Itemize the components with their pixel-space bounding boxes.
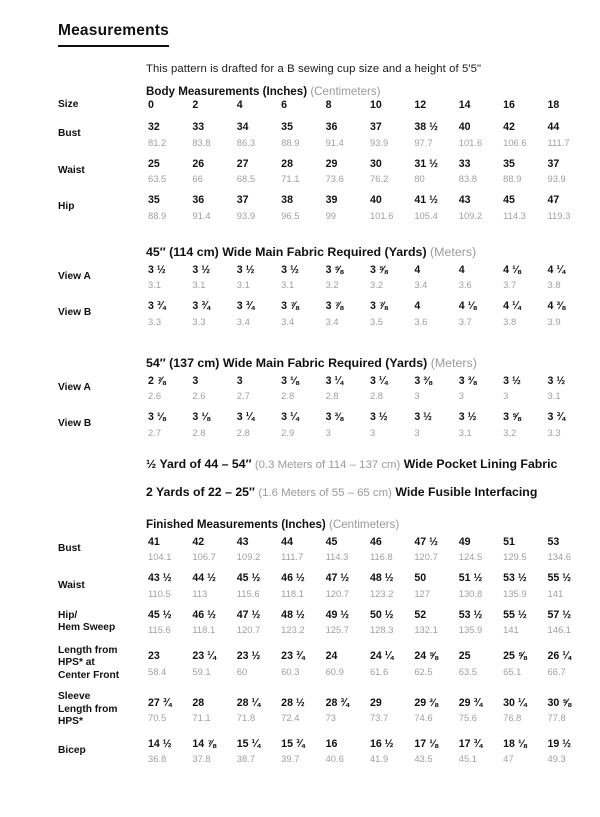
data-cell: 23 ½ 60 — [236, 650, 261, 677]
data-cell: 28 71.1 — [192, 696, 211, 723]
data-cell: 4 ¼ 3.8 — [503, 300, 521, 327]
section-heading-finished-imperial: Finished Measurements (Inches) — [146, 517, 326, 531]
data-cell: 50 ½ 128.3 — [369, 609, 394, 636]
size-cell: 2 — [192, 99, 199, 111]
fusible-interfacing-tail: Wide Fusible Interfacing — [395, 484, 538, 499]
data-cell: 3 ¼ 2.8 — [325, 374, 344, 402]
data-cell: 3 ¼ 2.8 — [236, 411, 255, 438]
row-label-view-b: View B — [58, 307, 92, 319]
data-cell: 3 ½ 3 — [503, 374, 521, 402]
row-label-view-b: View B — [58, 418, 92, 430]
table-row — [10, 370, 590, 407]
data-cell: 37 93.9 — [236, 194, 256, 221]
data-cell: 19 ½ 49.3 — [547, 738, 572, 765]
data-cell: 14 ⅞ 37.8 — [192, 738, 216, 765]
data-cell: 43 109.2 — [236, 535, 261, 563]
data-cell: 35 88.9 — [148, 194, 167, 221]
data-cell: 26 66 — [192, 157, 205, 185]
data-cell: 30 ⅝ 77.8 — [547, 696, 572, 723]
data-cell: 3 ¼ 2.8 — [369, 374, 388, 402]
data-cell: 17 ⅛ 43.5 — [414, 738, 438, 765]
pocket-lining-tail: Wide Pocket Lining Fabric — [403, 456, 558, 471]
data-cell: 29 73.6 — [325, 157, 344, 185]
data-cell: 33 83.8 — [192, 121, 211, 148]
data-cell: 26 ¼ 66.7 — [547, 650, 572, 677]
data-cell: 57 ½ 146.1 — [547, 609, 572, 636]
data-cell: 28 ½ 72.4 — [281, 696, 305, 723]
data-cell: 4 ¼ 3.8 — [547, 263, 566, 291]
data-cell: 50 127 — [414, 572, 430, 599]
data-cell: 33 83.8 — [458, 157, 477, 185]
data-cell: 44 111.7 — [547, 121, 570, 148]
table-row — [10, 687, 590, 733]
size-cell: 18 — [547, 99, 560, 111]
data-cell: 3 ¾ 3.4 — [236, 300, 255, 327]
data-cell: 53 134.6 — [547, 535, 571, 563]
data-cell: 36 91.4 — [325, 121, 344, 148]
data-cell: 28 71.1 — [281, 157, 300, 185]
data-cell: 23 58.4 — [148, 650, 167, 677]
spacer — [10, 499, 590, 508]
data-cell: 42 106.6 — [503, 121, 527, 148]
data-cell: 14 ½ 36.8 — [148, 738, 172, 765]
data-cell: 36 91.4 — [192, 194, 211, 221]
spacer — [10, 226, 590, 235]
table-row — [10, 604, 590, 641]
data-cell: 48 ½ 123.2 — [281, 609, 305, 636]
data-cell: 24 ⅝ 62.5 — [414, 650, 438, 677]
size-cell: 14 — [458, 99, 471, 111]
data-cell: 51 129.5 — [503, 535, 527, 563]
pocket-lining-metric: (0.3 Meters of 114 – 137 cm) — [254, 458, 401, 471]
data-cell: 38 ½ 97.7 — [414, 121, 438, 148]
data-cell: 45 114.3 — [325, 535, 349, 563]
data-cell: 23 ¼ 59.1 — [192, 650, 216, 677]
data-cell: 3 ⅛ 2.8 — [281, 374, 299, 402]
data-cell: 4 ⅜ 3.9 — [547, 300, 566, 327]
page-title: Measurements — [58, 22, 169, 47]
fabric45-table — [10, 259, 590, 332]
data-cell: 40 101.6 — [369, 194, 394, 221]
data-cell: 41 ½ 105.4 — [414, 194, 438, 221]
data-cell: 16 ½ 41.9 — [369, 738, 394, 765]
data-cell: 3 ½ 3 — [414, 411, 433, 438]
data-cell: 3 ½ 3.1 — [236, 263, 255, 291]
size-cell: 16 — [503, 99, 515, 111]
data-cell: 3 2.7 — [236, 374, 250, 402]
data-cell: 3 ½ 3 — [369, 411, 388, 438]
data-cell: 47 ½ 120.7 — [236, 609, 261, 636]
fusible-interfacing-lead: 2 Yards of 22 – 25″ — [146, 484, 255, 499]
data-cell: 3 ⅜ 3 — [325, 411, 344, 438]
intro-text: This pattern is drafted for a B sewing cup size and a height of 5'5" — [146, 63, 482, 75]
data-cell: 55 ½ 141 — [547, 572, 572, 599]
data-cell: 28 ¼ 71.8 — [236, 696, 261, 723]
table-row — [10, 641, 590, 687]
row-label-bust: Bust — [58, 128, 81, 140]
row-label-sleeve-length-from-hps: Sleeve Length from HPS* — [58, 690, 118, 728]
data-cell: 44 111.7 — [281, 535, 304, 563]
row-label-length-from-hps-center-front: Length from HPS* at Center Front — [58, 644, 120, 682]
data-cell: 4 3.4 — [414, 263, 428, 291]
row-label-bicep: Bicep — [58, 745, 86, 757]
data-cell: 27 68.5 — [236, 157, 256, 185]
table-row — [10, 295, 590, 332]
data-cell: 48 ½ 123.2 — [369, 572, 394, 599]
section-heading-fabric45-metric: (Meters) — [430, 244, 477, 259]
section-heading-finished-metric: (Centimeters) — [328, 517, 400, 531]
data-cell: 46 ½ 118.1 — [192, 609, 216, 636]
data-cell: 3 ⅛ 2.7 — [148, 411, 166, 438]
data-cell: 29 ¾ 75.6 — [458, 696, 483, 723]
row-label-view-a: View A — [58, 381, 91, 393]
data-cell: 4 ⅛ 3.7 — [458, 300, 477, 327]
data-cell: 49 124.5 — [458, 535, 483, 563]
data-cell: 3 ⅜ 3 — [414, 374, 433, 402]
data-cell: 3 ¾ 3.3 — [547, 411, 566, 438]
data-cell: 4 ⅛ 3.7 — [503, 263, 521, 291]
section-heading-fabric54-imperial: 54″ (137 cm) Wide Main Fabric Required (Yards) — [146, 355, 428, 370]
data-cell: 45 114.3 — [503, 194, 526, 221]
data-cell: 45 ½ 115.6 — [148, 609, 172, 636]
data-cell: 3 ⅝ 3.2 — [503, 411, 521, 438]
body-measurements-table — [10, 98, 590, 226]
data-cell: 31 ½ 80 — [414, 157, 438, 185]
table-row — [10, 259, 590, 296]
section-heading-fabric45 — [10, 245, 590, 259]
table-row — [10, 116, 590, 153]
table-row — [10, 189, 590, 226]
data-cell: 39 99 — [325, 194, 338, 221]
data-cell: 3 ½ 3.1 — [281, 263, 299, 291]
data-cell: 40 101.6 — [458, 121, 483, 148]
data-cell: 27 ¾ 70.5 — [148, 696, 172, 723]
data-cell: 3 ½ 3.1 — [192, 263, 211, 291]
data-cell: 47 119.3 — [547, 194, 571, 221]
section-heading-fabric54-metric: (Meters) — [430, 355, 477, 370]
size-cell: 0 — [148, 99, 154, 111]
data-cell: 29 73.7 — [369, 696, 389, 723]
section-heading-fabric45-imperial: 45″ (114 cm) Wide Main Fabric Required (Yards) — [146, 244, 427, 259]
row-label-waist: Waist — [58, 579, 85, 591]
data-cell: 30 ¼ 76.8 — [503, 696, 527, 723]
size-cell: 8 — [325, 99, 332, 111]
data-cell: 16 40.6 — [325, 738, 344, 765]
section-heading-fabric54 — [10, 356, 590, 370]
data-cell: 46 116.8 — [369, 535, 393, 563]
data-cell: 37 93.9 — [369, 121, 389, 148]
data-cell: 55 ½ 141 — [503, 609, 527, 636]
fabric54-table — [10, 370, 590, 443]
data-cell: 18 ⅛ 47 — [503, 738, 527, 765]
data-cell: 3 ⅛ 2.8 — [192, 411, 211, 438]
data-cell: 47 ½ 120.7 — [414, 535, 438, 563]
data-cell: 23 ¾ 60.3 — [281, 650, 305, 677]
data-cell: 43 109.2 — [458, 194, 483, 221]
data-cell: 25 63.5 — [148, 157, 167, 185]
data-cell: 53 ½ 135.9 — [458, 609, 483, 636]
data-cell: 2 ⅞ 2.6 — [148, 374, 166, 402]
table-row — [10, 153, 590, 190]
section-heading-body-metric: (Centimeters) — [310, 85, 381, 98]
data-cell: 46 ½ 118.1 — [281, 572, 305, 599]
fusible-interfacing-statement — [10, 485, 590, 499]
data-cell: 28 ¾ 73 — [325, 696, 350, 723]
pocket-lining-statement — [10, 457, 590, 471]
data-cell: 3 ½ 3.1 — [148, 263, 166, 291]
data-cell: 3 ¼ 2.9 — [281, 411, 299, 438]
data-cell: 29 ⅜ 74.6 — [414, 696, 438, 723]
section-heading-finished — [10, 518, 590, 531]
data-cell: 15 ¼ 38.7 — [236, 738, 261, 765]
row-label-view-a: View A — [58, 270, 91, 282]
data-cell: 44 ½ 113 — [192, 572, 216, 599]
data-cell: 3 ⅞ 3.4 — [325, 300, 344, 327]
data-cell: 17 ¾ 45.1 — [458, 738, 483, 765]
data-cell: 51 ½ 130.8 — [458, 572, 483, 599]
data-cell: 4 3.6 — [458, 263, 472, 291]
size-cell: 4 — [236, 99, 243, 111]
data-cell: 52 132.1 — [414, 609, 438, 636]
fusible-interfacing-metric: (1.6 Meters of 55 – 65 cm) — [258, 486, 392, 499]
finished-measurements-table — [10, 531, 590, 770]
data-cell: 34 86.3 — [236, 121, 256, 148]
data-cell: 35 88.9 — [503, 157, 522, 185]
data-cell: 4 3.6 — [414, 300, 428, 327]
data-cell: 25 ⅝ 65.1 — [503, 650, 527, 677]
table-row — [10, 567, 590, 604]
row-label-hip-hem-sweep: Hip/ Hem Sweep — [58, 609, 116, 634]
size-cell: 12 — [414, 99, 427, 111]
data-cell: 3 ¾ 3.3 — [192, 300, 211, 327]
data-cell: 15 ¾ 39.7 — [281, 738, 305, 765]
spacer — [10, 332, 590, 346]
data-cell: 25 63.5 — [458, 650, 477, 677]
section-heading-body-imperial: Body Measurements (Inches) — [146, 85, 308, 98]
data-cell: 3 ⅜ 3 — [458, 374, 477, 402]
size-cell: 10 — [369, 99, 382, 111]
data-cell: 53 ½ 135.9 — [503, 572, 527, 599]
table-row-sizes — [10, 98, 590, 116]
section-heading-body — [10, 85, 590, 98]
data-cell: 43 ½ 110.5 — [148, 572, 172, 599]
row-label-hip: Hip — [58, 201, 75, 213]
row-label-waist: Waist — [58, 164, 85, 176]
data-cell: 3 ⅞ 3.5 — [369, 300, 388, 327]
data-cell: 30 76.2 — [369, 157, 389, 185]
pocket-lining-lead: ½ Yard of 44 – 54″ — [146, 456, 252, 471]
data-cell: 3 ⅝ 3.2 — [325, 263, 344, 291]
data-cell: 32 81.2 — [148, 121, 167, 148]
data-cell: 3 ⅞ 3.4 — [281, 300, 299, 327]
size-row-label: Size — [58, 99, 79, 111]
data-cell: 42 106.7 — [192, 535, 216, 563]
data-cell: 3 ⅝ 3.2 — [369, 263, 388, 291]
data-cell: 3 ½ 3.1 — [458, 411, 477, 438]
data-cell: 38 96.5 — [281, 194, 300, 221]
table-row — [10, 406, 590, 443]
table-row — [10, 733, 590, 770]
size-cell: 6 — [281, 99, 288, 111]
data-cell: 47 ½ 120.7 — [325, 572, 350, 599]
data-cell: 3 2.6 — [192, 374, 206, 402]
data-cell: 3 ½ 3.1 — [547, 374, 566, 402]
data-cell: 49 ½ 125.7 — [325, 609, 350, 636]
data-cell: 45 ½ 115.6 — [236, 572, 261, 599]
data-cell: 3 ¾ 3.3 — [148, 300, 166, 327]
data-cell: 41 104.1 — [148, 535, 172, 563]
data-cell: 37 93.9 — [547, 157, 566, 185]
table-row — [10, 531, 590, 568]
data-cell: 24 60.9 — [325, 650, 344, 677]
data-cell: 24 ¼ 61.6 — [369, 650, 394, 677]
data-cell: 35 88.9 — [281, 121, 300, 148]
row-label-bust: Bust — [58, 543, 81, 554]
page-title-wrap — [10, 22, 590, 47]
